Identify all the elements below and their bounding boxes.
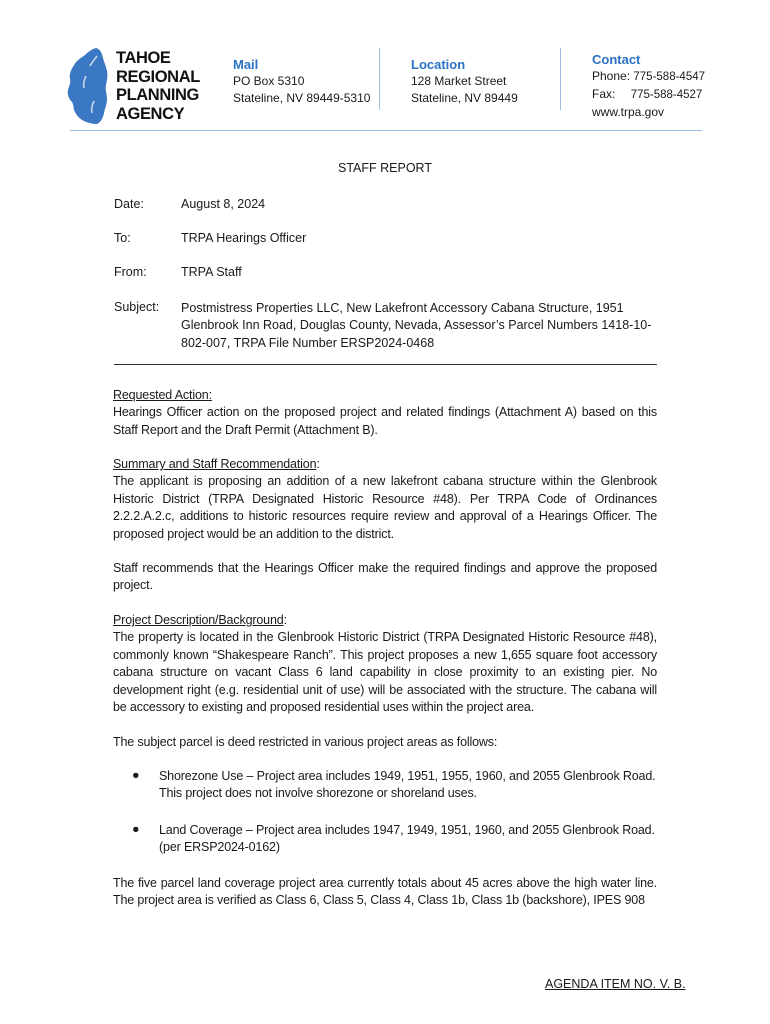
bullet-icon: ● xyxy=(132,768,140,782)
summary-text: The applicant is proposing an addition of a new lakefront cabana structure within the Glenbrook Historic District (TRPA Designated Historic Resource #48). Per TRPA Code of Ordinances 2.2.2.A.2.c, additions to historic resources require review and approval of a Hearings Officer. The proposed project would be an addition to the district. xyxy=(113,474,657,541)
memo-value-subject xyxy=(181,300,659,352)
project-description-heading-suffix: : xyxy=(283,613,287,627)
bullet-icon: ● xyxy=(132,822,140,836)
location-line: Stateline, NV 89449 xyxy=(411,91,518,105)
phone-label: Phone: xyxy=(592,69,631,83)
list-item: Land Coverage – Project area includes 1947, 1949, 1951, 1960, and 2055 Glenbrook Road. (per ERSP2024-0162) xyxy=(159,823,655,855)
requested-action-heading: Requested Action: xyxy=(113,388,212,402)
requested-action-text: Hearings Officer action on the proposed project and related findings (Attachment A) based on this Staff Report and the Draft Permit (Attachment B). xyxy=(113,405,657,437)
report-title: STAFF REPORT xyxy=(338,161,432,175)
location-address-block xyxy=(411,56,518,107)
fax-number: 775-588-4527 xyxy=(630,89,703,101)
subject-line: 802-007, TRPA File Number ERSP2024-0468 xyxy=(181,335,435,350)
subject-line: Postmistress Properties LLC, New Lakefront Accessory Cabana Structure, 1951 xyxy=(181,301,624,315)
contact-block xyxy=(592,51,705,121)
subject-line: Glenbrook Inn Road, Douglas County, Nevada, Assessor’s Parcel Numbers 1418-10- xyxy=(181,318,652,333)
memo-label-from: From: xyxy=(114,265,147,279)
fax-label: Fax: xyxy=(592,87,616,101)
summary-heading: Summary and Staff Recommendation xyxy=(113,457,317,471)
memo-value-from: TRPA Staff xyxy=(181,265,242,279)
deed-restriction-intro: The subject parcel is deed restricted in various project areas as follows: xyxy=(113,735,498,749)
list-item: Shorezone Use – Project area includes 1949, 1951, 1955, 1960, and 2055 Glenbrook Road. This project does not involve shorezone or shoreland uses. xyxy=(159,769,656,801)
mail-title: Mail xyxy=(233,57,259,72)
org-name-line: TAHOE xyxy=(116,49,171,67)
memo-label-date: Date: xyxy=(114,197,144,211)
org-name-line: REGIONAL xyxy=(116,67,200,86)
phone-number: 775-588-4547 xyxy=(633,71,706,83)
website-link[interactable]: www.trpa.gov xyxy=(592,105,665,119)
land-coverage-text: The five parcel land coverage project area currently totals about 45 acres above the high water line. The project area is verified as Class 6, Class 5, Class 4, Class 1b, Class 1b (backshore), IPES 908 xyxy=(113,876,657,908)
staff-recommendation: Staff recommends that the Hearings Officer make the required findings and approve the proposed project. xyxy=(113,561,657,593)
project-description-text: The property is located in the Glenbrook Historic District (TRPA Designated Historic Resource #48), commonly known “Shakespeare Ranch”. This project proposes a new 1,655 square foot accessory cabana structure on vacant Class 6 land capability in close proximity to an existing pier. No development right (e.g. residential unit of use) will be associated with the structure. The cabana will be accessory to existing and proposed residential uses within the project area. xyxy=(113,630,657,715)
mail-line: PO Box 5310 xyxy=(233,74,305,88)
agenda-item-label: AGENDA ITEM NO. V. B. xyxy=(545,977,686,991)
memo-value-date: August 8, 2024 xyxy=(181,197,266,211)
header-divider xyxy=(379,48,380,110)
location-line: 128 Market Street xyxy=(411,74,507,88)
memo-value-to: TRPA Hearings Officer xyxy=(181,231,307,245)
summary-section xyxy=(113,456,657,543)
org-name xyxy=(116,49,200,123)
mail-line: Stateline, NV 89449-5310 xyxy=(233,91,371,105)
memo-label-to: To: xyxy=(114,231,131,245)
memo-rule xyxy=(114,364,657,365)
header-divider xyxy=(560,48,561,110)
trpa-logo-icon xyxy=(66,46,110,126)
mail-address-block xyxy=(233,56,370,107)
location-title: Location xyxy=(411,57,466,72)
org-name-line: AGENCY xyxy=(116,104,185,123)
contact-title: Contact xyxy=(592,52,641,67)
org-name-line: PLANNING xyxy=(116,86,199,104)
summary-heading-suffix: : xyxy=(316,457,320,471)
letterhead-rule xyxy=(70,130,702,131)
project-description-section xyxy=(113,612,657,716)
contact-phone xyxy=(592,68,705,86)
project-description-heading: Project Description/Background xyxy=(113,613,284,627)
memo-label-subject: Subject: xyxy=(114,300,160,314)
contact-fax xyxy=(592,86,705,104)
requested-action-section xyxy=(113,387,657,439)
